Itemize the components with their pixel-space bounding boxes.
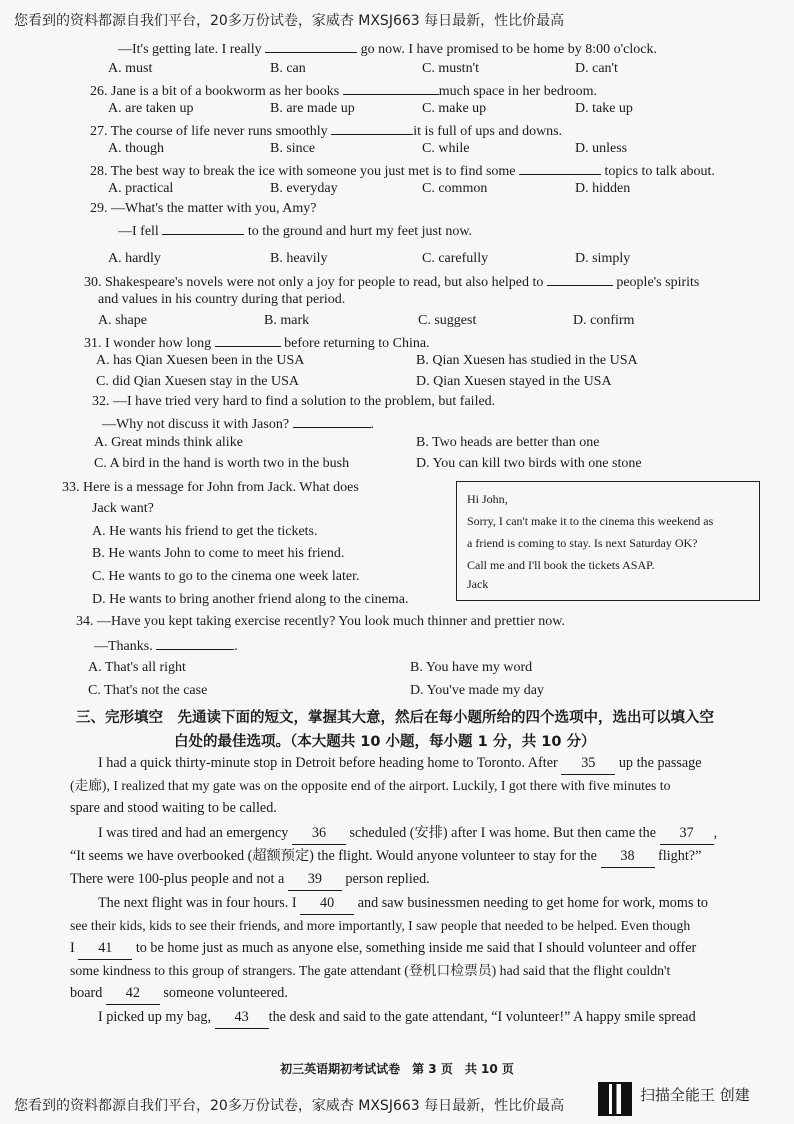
q33-stem-a: 33. Here is a message for John from Jack. What does xyxy=(62,480,359,495)
message-line-5: Jack xyxy=(467,577,489,591)
q30-option-d: D. confirm xyxy=(573,313,635,328)
q30-stem-b: people's spirits xyxy=(616,275,700,290)
q33-option-a: A. He wants his friend to get the tickets. xyxy=(92,524,318,539)
q28-option-a: A. practical xyxy=(108,181,174,196)
q32-option-c: C. A bird in the hand is worth two in the bush xyxy=(94,456,350,471)
q30-stem xyxy=(84,271,699,292)
q31-blank xyxy=(215,332,281,347)
scanner-watermark: 扫描全能王 创建 xyxy=(640,1086,750,1104)
q33-option-d: D. He wants to bring another friend along to the cinema. xyxy=(92,592,409,607)
q31-option-c: C. did Qian Xuesen stay in the USA xyxy=(96,374,299,389)
message-line-3: a friend is coming to stay. Is next Saturday OK? xyxy=(467,536,698,550)
p3-text-a: The next flight was in four hours. I xyxy=(98,895,297,911)
q34-option-b: B. You have my word xyxy=(410,660,533,675)
q33-option-c: C. He wants to go to the cinema one week later. xyxy=(92,569,360,584)
q30-option-b: B. mark xyxy=(264,313,310,328)
message-box xyxy=(456,481,760,601)
p2-text-b: scheduled (安排) after I was home. But then came the xyxy=(349,825,657,841)
blank-35: 35 xyxy=(561,752,615,775)
q32-stem: 32. —I have tried very hard to find a solution to the problem, but failed. xyxy=(92,394,496,409)
q25-blank xyxy=(265,38,357,53)
q27-option-d: D. unless xyxy=(575,141,628,156)
blank-36: 36 xyxy=(292,822,346,845)
q31-option-a: A. has Qian Xuesen been in the USA xyxy=(96,353,305,368)
q31-stem-a: 31. I wonder how long xyxy=(84,336,212,351)
q32-option-b: B. Two heads are better than one xyxy=(416,435,600,450)
q34-option-d: D. You've made my day xyxy=(410,683,544,698)
message-line-4: Call me and I'll book the tickets ASAP. xyxy=(467,558,655,572)
q26-stem-b: much space in her bedroom. xyxy=(438,84,597,99)
q25-reply-b: go now. I have promised to be home by 8:00 o'clock. xyxy=(360,42,657,57)
p3-text-h: someone volunteered. xyxy=(163,985,288,1001)
passage-paragraph-4 xyxy=(70,1006,755,1029)
q34-reply: —Thanks. . xyxy=(94,635,238,656)
p2-text-c: “It seems we have overbooked (超额预定) the flight. Would anyone volunteer to stay for the xyxy=(70,848,597,864)
p3-text-g: board xyxy=(70,985,103,1001)
q27-option-a: A. though xyxy=(108,141,164,156)
blank-40: 40 xyxy=(300,892,354,915)
passage-paragraph-1 xyxy=(70,752,755,819)
passage-paragraph-3 xyxy=(70,892,755,1005)
q29-blank xyxy=(162,220,244,235)
blank-38: 38 xyxy=(601,845,655,868)
q34-reply-text: —Thanks. xyxy=(94,639,153,654)
q26-blank xyxy=(343,80,439,95)
q34-option-a: A. That's all right xyxy=(88,660,186,675)
q26-option-b: B. are made up xyxy=(270,101,355,116)
q33-option-b: B. He wants John to come to meet his friend. xyxy=(92,546,345,561)
q29-reply xyxy=(118,220,472,241)
q27-stem-a: 27. The course of life never runs smoothly xyxy=(90,124,328,139)
p2-text-a: I was tired and had an emergency xyxy=(98,825,289,841)
q29-option-d: D. simply xyxy=(575,251,631,266)
q25-option-c: C. mustn't xyxy=(422,61,479,76)
q25-option-d: D. can't xyxy=(575,61,618,76)
q32-reply-text: —Why not discuss it with Jason? xyxy=(102,417,290,432)
blank-42: 42 xyxy=(106,982,160,1005)
q27-option-b: B. since xyxy=(270,141,316,156)
q32-option-d: D. You can kill two birds with one stone xyxy=(416,456,642,471)
q30-stem-c: and values in his country during that period. xyxy=(98,292,346,307)
q26-option-c: C. make up xyxy=(422,101,487,116)
section3-heading-1: 三、完形填空 先通读下面的短文，掌握其大意，然后在每小题所给的四个选项中，选出可以填入空 xyxy=(76,710,714,726)
q29-reply-b: to the ground and hurt my feet just now. xyxy=(247,224,473,239)
q32-option-a: A. Great minds think alike xyxy=(94,435,243,450)
p1-text-b: up the passage xyxy=(618,755,702,771)
q32-reply: —Why not discuss it with Jason? . xyxy=(102,413,374,434)
q31-option-b: B. Qian Xuesen has studied in the USA xyxy=(416,353,638,368)
p3-text-e: to be home just as much as anyone else, something inside me said that I should volunteer and offer xyxy=(135,940,697,956)
q33-stem-b: Jack want? xyxy=(92,501,154,516)
q29-option-c: C. carefully xyxy=(422,251,489,266)
q31-stem xyxy=(84,332,430,353)
q25-reply xyxy=(118,38,657,59)
blank-39: 39 xyxy=(288,868,342,891)
q28-stem xyxy=(90,160,715,181)
p3-text-b: and saw businessmen needing to get home for work, moms to xyxy=(357,895,708,911)
passage-paragraph-2: I was tired and had an emergency 36 scheduled (安排) after I was home. But then came the 37 , “It seems we have overbooked (超额预定) the flight. Would anyone volunteer to stay for the 38 flight?” There were 100-plus people and not a 39 person replied. xyxy=(70,822,755,891)
message-line-1: Hi John, xyxy=(467,492,508,506)
q26-option-d: D. take up xyxy=(575,101,633,116)
q26-option-a: A. are taken up xyxy=(108,101,194,116)
q29-option-b: B. heavily xyxy=(270,251,328,266)
p1-text-a: I had a quick thirty-minute stop in Detroit before heading home to Toronto. After xyxy=(98,755,558,771)
q28-stem-a: 28. The best way to break the ice with someone you just met is to find some xyxy=(90,164,516,179)
p3-text-d: I xyxy=(70,940,75,956)
q32-blank xyxy=(293,413,371,428)
q28-option-d: D. hidden xyxy=(575,181,631,196)
q31-stem-b: before returning to China. xyxy=(284,336,430,351)
q34-stem: 34. —Have you kept taking exercise recently? You look much thinner and prettier now. xyxy=(76,614,565,629)
p3-text-c: see their kids, kids to see their friends, and more importantly, I saw people that needed to be helped. Even though xyxy=(70,918,691,933)
q28-blank xyxy=(519,160,601,175)
q30-blank xyxy=(547,271,613,286)
q28-stem-b: topics to talk about. xyxy=(604,164,715,179)
p1-text-d: spare and stood waiting to be called. xyxy=(70,800,277,816)
q26-stem-a: 26. Jane is a bit of a bookworm as her books xyxy=(90,84,340,99)
p2-text-e: There were 100-plus people and not a xyxy=(70,871,285,887)
p1-text-c: (走廊), I realized that my gate was on the opposite end of the airport. Luckily, I got there with five minutes to xyxy=(70,778,671,793)
q25-option-a: A. must xyxy=(108,61,153,76)
qr-code-icon xyxy=(598,1082,632,1116)
q27-stem-b: it is full of ups and downs. xyxy=(413,124,563,139)
p2-text-f: person replied. xyxy=(345,871,430,887)
q27-option-c: C. while xyxy=(422,141,470,156)
q25-option-b: B. can xyxy=(270,61,306,76)
q27-stem xyxy=(90,120,562,141)
message-line-2: Sorry, I can't make it to the cinema this weekend as xyxy=(467,514,714,528)
bottom-banner: 您看到的资料都源自我们平台，20多万份试卷，家威杏 MXSJ663 每日最新，性比价最高 xyxy=(14,1098,565,1114)
section3-heading-2: 白处的最佳选项。（本大题共 10 小题，每小题 1 分，共 10 分） xyxy=(174,734,596,750)
q34-blank xyxy=(156,635,234,650)
p4-text-b: the desk and said to the gate attendant, “I volunteer!” A happy smile spread xyxy=(268,1009,696,1025)
q27-blank xyxy=(331,120,413,135)
q31-option-d: D. Qian Xuesen stayed in the USA xyxy=(416,374,612,389)
q25-reply-a: —It's getting late. I really xyxy=(118,42,262,57)
q34-option-c: C. That's not the case xyxy=(88,683,208,698)
page-label: 初三英语期初考试试卷 第 3 页 共 10 页 xyxy=(280,1062,514,1076)
q26-stem xyxy=(90,80,597,101)
q30-option-a: A. shape xyxy=(98,313,147,328)
blank-41: 41 xyxy=(78,937,132,960)
p4-text-a: I picked up my bag, xyxy=(98,1009,212,1025)
blank-43: 43 xyxy=(215,1006,269,1029)
q30-stem-a: 30. Shakespeare's novels were not only a joy for people to read, but also helped to xyxy=(84,275,544,290)
q30-option-c: C. suggest xyxy=(418,313,477,328)
q28-option-c: C. common xyxy=(422,181,488,196)
q29-option-a: A. hardly xyxy=(108,251,161,266)
blank-37: 37 xyxy=(660,822,714,845)
p2-text-d: flight?” xyxy=(658,848,702,864)
p3-text-f: some kindness to this group of strangers. The gate attendant (登机口检票员) had said that the flight couldn't xyxy=(70,963,671,978)
q29-reply-a: —I fell xyxy=(118,224,159,239)
q29-stem: 29. —What's the matter with you, Amy? xyxy=(90,201,317,216)
q28-option-b: B. everyday xyxy=(270,181,338,196)
top-banner: 您看到的资料都源自我们平台，20多万份试卷，家威杏 MXSJ663 每日最新，性比价最高 xyxy=(14,13,565,29)
